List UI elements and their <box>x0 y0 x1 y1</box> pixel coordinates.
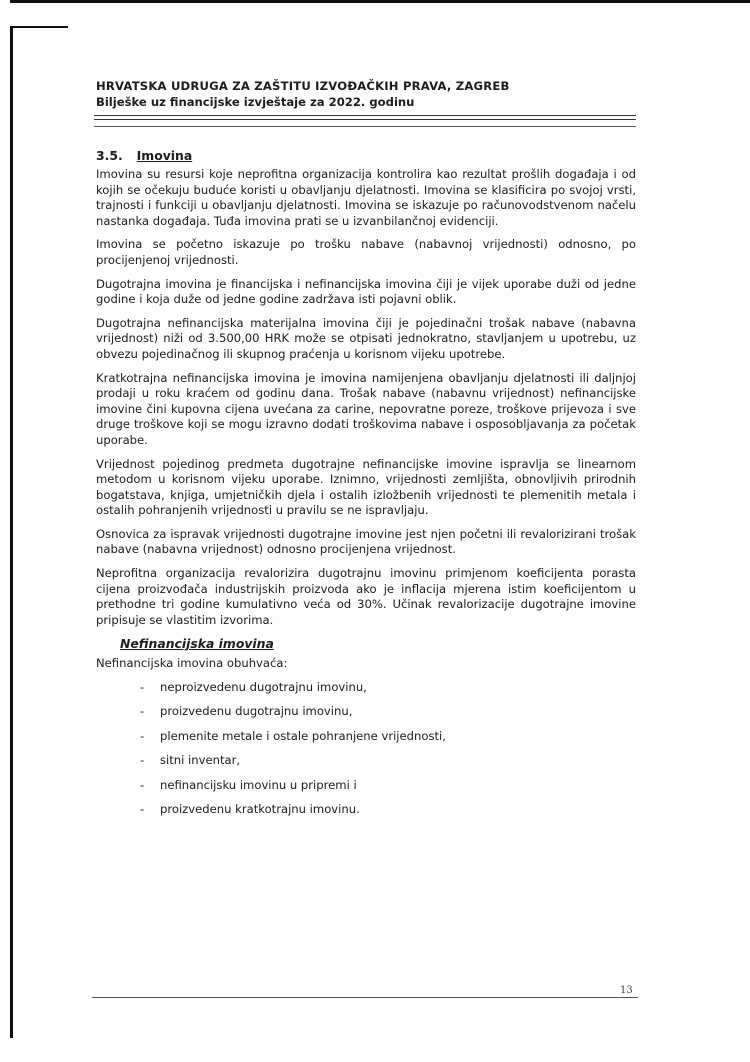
list-dash: - <box>140 777 145 792</box>
subsection-title: Nefinancijska imovina <box>120 636 274 652</box>
paragraph: Vrijednost pojedinog predmeta dugotrajne nefinancijske imovine ispravlja se linearnom metodom u korisnom vijeku uporabe. Iznimno, vrijednosti zemljišta, obnovljivih prirodnih bogatstava, knjiga, umjetničkih djela i ostalih izložbenih vrijednosti te plemenitih metala i ostalih pohranjenih vrijednosti u pravilu se ne ispravljaju. <box>96 456 636 518</box>
list-item <box>96 753 636 769</box>
list-dash: - <box>140 753 145 768</box>
list-dash: - <box>140 704 145 719</box>
paragraph: Neprofitna organizacija revalorizira dugotrajnu imovinu primjenom koeficijenta porasta cijena proizvođača industrijskih proizvoda ako je inflacija mjerena istim koeficijentom u prethodne tri godine kumulativno veća od 30%. Učinak revalorizacije dugotrajne imovine pripisuje se vlastitim izvorima. <box>96 566 636 627</box>
paragraph: Kratkotrajna nefinancijska imovina je imovina namijenjena obavljanju djelatnosti ili daljnjoj prodaji u roku kraćem od godinu dana. Trošak nabave (nabavnu vrijednost) nefinancijske imovine čini kupovna cijena uvećana za carine, nepovratne poreze, troškove prijevoza i sve druge troškove koji se mogu izravno dodati troškovima nabave i osposobljavanja za početak uporabe. <box>96 370 636 447</box>
list-item-text: plemenite metale i ostale pohranjene vrijednosti, <box>160 728 446 743</box>
list-item-text: proizvedenu dugotrajnu imovinu, <box>160 704 353 719</box>
section-number: 3.5. <box>96 148 123 163</box>
paragraph: Imovina se početno iskazuje po trošku nabave (nabavnoj vrijednosti) odnosno, po procijenjenoj vrijednosti. <box>96 237 636 267</box>
list-item-text: proizvedenu kratkotrajnu imovinu. <box>160 801 360 816</box>
subsection-intro: Nefinancijska imovina obuhvaća: <box>96 656 288 671</box>
page-header <box>96 78 636 110</box>
header-single-rule <box>94 126 636 127</box>
footer-rule <box>92 997 638 998</box>
scan-edge-top <box>10 0 750 3</box>
document-body <box>96 148 636 826</box>
list-item <box>96 778 636 794</box>
asset-list <box>96 680 636 818</box>
list-item <box>96 802 636 818</box>
paragraph: Imovina su resursi koje neprofitna organizacija kontrolira kao rezultat prošlih događaja i od kojih se očekuju buduće koristi u obavljanju djelatnosti. Imovina se klasificira po svojoj vrsti, trajnosti i funkciji u obavljanju djelatnosti. Imovina se iskazuje po računovodstvenom načelu nastanka događaja. Tuđa imovina prati se u izvanbilančnoj evidenciji. <box>96 167 636 228</box>
scan-edge-left <box>10 28 13 1038</box>
section-heading <box>96 148 636 163</box>
section-title: Imovina <box>136 148 193 163</box>
header-subtitle: Bilješke uz financijske izvještaje za 2022. godinu <box>96 95 415 109</box>
list-item <box>96 680 636 696</box>
header-organization: HRVATSKA UDRUGA ZA ZAŠTITU IZVOĐAČKIH PRAVA, ZAGREB <box>96 79 510 93</box>
list-dash: - <box>140 801 145 816</box>
list-item <box>96 729 636 745</box>
paragraph: Dugotrajna nefinancijska materijalna imovina čiji je pojedinačni trošak nabave (nabavna vrijednost) niži od 3.500,00 HRK može se otpisati jednokratno, stavljanjem u upotrebu, uz obvezu pojedinačnog ili skupnog praćenja u korisnom vijeku upotrebe. <box>96 315 636 361</box>
paragraph: Dugotrajna imovina je financijska i nefinancijska imovina čiji je vijek uporabe duži od jedne godine i koja duže od jedne godine zadržava isti pojavni oblik. <box>96 276 636 307</box>
page-number: 13 <box>620 985 633 996</box>
header-double-rule <box>94 115 636 120</box>
list-dash: - <box>140 680 145 695</box>
scan-corner-mark <box>10 26 68 28</box>
list-item <box>96 704 636 720</box>
list-item-text: sitni inventar, <box>160 753 241 768</box>
paragraph: Osnovica za ispravak vrijednosti dugotrajne imovine jest njen početni ili revalorizirani trošak nabave (nabavna vrijednost) odnosno procijenjena vrijednost. <box>96 526 636 557</box>
list-item-text: neproizvedenu dugotrajnu imovinu, <box>160 680 367 695</box>
list-dash: - <box>140 728 145 743</box>
list-item-text: nefinancijsku imovinu u pripremi i <box>160 777 357 792</box>
